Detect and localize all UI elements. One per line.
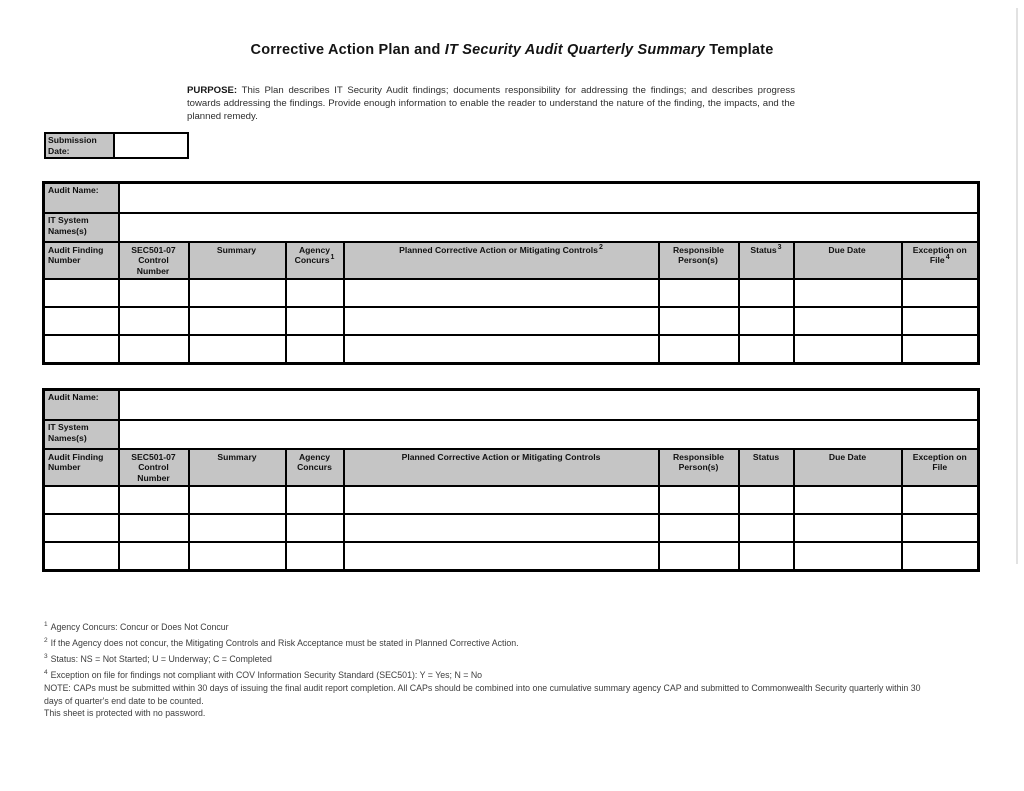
table2-blank-row	[44, 514, 979, 542]
footnote-2: $^2$ If the Agency does not concur, the Mitigating Controls and Risk Acceptance must be stated in Planned Corrective Action.	[44, 636, 519, 648]
audit-name-field[interactable]	[119, 390, 979, 420]
table1-blank-row	[44, 307, 979, 335]
empty-cell[interactable]	[189, 307, 286, 335]
empty-cell[interactable]	[189, 542, 286, 570]
table2-header-row	[44, 449, 979, 487]
empty-cell[interactable]	[902, 307, 979, 335]
empty-cell[interactable]	[344, 514, 659, 542]
table1-blank-row	[44, 279, 979, 307]
col-header-planned-corrective-action: Planned Corrective Action or Mitigating Controls	[344, 449, 659, 487]
col-header-responsible-persons: Responsible Person(s)	[659, 449, 739, 487]
empty-cell[interactable]	[189, 514, 286, 542]
empty-cell[interactable]	[119, 335, 189, 363]
empty-cell[interactable]	[344, 542, 659, 570]
table1-header-row	[44, 242, 979, 280]
it-system-names-field[interactable]	[119, 420, 979, 449]
empty-cell[interactable]	[44, 279, 119, 307]
empty-cell[interactable]	[189, 486, 286, 514]
col-header-exception-on-file: Exception on File$^4$	[902, 242, 979, 280]
col-header-exception-on-file: Exception on File	[902, 449, 979, 487]
empty-cell[interactable]	[794, 279, 902, 307]
empty-cell[interactable]	[902, 486, 979, 514]
empty-cell[interactable]	[794, 514, 902, 542]
empty-cell[interactable]	[44, 542, 119, 570]
it-system-names-label: IT System Names(s)	[44, 420, 119, 449]
empty-cell[interactable]	[739, 542, 794, 570]
col-header-summary: Summary	[189, 449, 286, 487]
submission-date-box	[44, 132, 189, 159]
empty-cell[interactable]	[739, 486, 794, 514]
it-system-names-field[interactable]	[119, 213, 979, 242]
empty-cell[interactable]	[286, 542, 344, 570]
note-line-2: This sheet is protected with no password.	[44, 708, 206, 718]
audit-name-label: Audit Name:	[44, 390, 119, 420]
empty-cell[interactable]	[119, 542, 189, 570]
col-header-audit-finding-number: Audit Finding Number	[44, 242, 119, 280]
footnote-3: $^3$ Status: NS = Not Started; U = Underway; C = Completed	[44, 652, 272, 664]
empty-cell[interactable]	[739, 514, 794, 542]
audit-name-field[interactable]	[119, 183, 979, 213]
col-header-status: Status	[739, 449, 794, 487]
empty-cell[interactable]	[286, 307, 344, 335]
cap-table-2	[42, 388, 980, 572]
empty-cell[interactable]	[739, 307, 794, 335]
purpose-label: PURPOSE:	[187, 85, 238, 96]
footnote-1: $^1$ Agency Concurs: Concur or Does Not Concur	[44, 621, 229, 632]
empty-cell[interactable]	[739, 279, 794, 307]
empty-cell[interactable]	[902, 542, 979, 570]
table2-blank-row	[44, 542, 979, 570]
empty-cell[interactable]	[794, 307, 902, 335]
empty-cell[interactable]	[119, 486, 189, 514]
empty-cell[interactable]	[44, 514, 119, 542]
col-header-status: Status$^3$	[739, 242, 794, 280]
submission-date-field[interactable]	[115, 134, 187, 157]
cap-table-1	[42, 181, 980, 365]
col-header-due-date: Due Date	[794, 242, 902, 280]
empty-cell[interactable]	[344, 486, 659, 514]
table1-blank-row	[44, 335, 979, 363]
empty-cell[interactable]	[659, 486, 739, 514]
empty-cell[interactable]	[344, 279, 659, 307]
empty-cell[interactable]	[794, 486, 902, 514]
purpose-paragraph	[187, 84, 795, 123]
empty-cell[interactable]	[659, 542, 739, 570]
note-paragraph	[44, 682, 936, 720]
empty-cell[interactable]	[794, 542, 902, 570]
footnote-4: $^4$ Exception on file for findings not compliant with COV Information Security Standard (SEC501): Y = Yes; N = No	[44, 668, 483, 680]
it-system-names-label: IT System Names(s)	[44, 213, 119, 242]
empty-cell[interactable]	[119, 307, 189, 335]
col-header-summary: Summary	[189, 242, 286, 280]
empty-cell[interactable]	[739, 335, 794, 363]
purpose-text: This Plan describes IT Security Audit findings; documents responsibility for addressing the findings; and describes progress towards addressing the findings. Provide enough information to enable the reader to understand the nature of the finding, the impacts, and the planned remedy.	[187, 85, 795, 122]
empty-cell[interactable]	[344, 307, 659, 335]
empty-cell[interactable]	[902, 514, 979, 542]
col-header-sec501-control-number: SEC501-07 Control Number	[119, 242, 189, 280]
title-part1: Corrective Action Plan and	[250, 42, 445, 58]
empty-cell[interactable]	[189, 335, 286, 363]
empty-cell[interactable]	[659, 279, 739, 307]
empty-cell[interactable]	[119, 279, 189, 307]
empty-cell[interactable]	[286, 486, 344, 514]
col-header-due-date: Due Date	[794, 449, 902, 487]
empty-cell[interactable]	[659, 335, 739, 363]
footnotes	[44, 618, 744, 682]
empty-cell[interactable]	[44, 307, 119, 335]
empty-cell[interactable]	[44, 486, 119, 514]
empty-cell[interactable]	[794, 335, 902, 363]
empty-cell[interactable]	[902, 335, 979, 363]
audit-name-label: Audit Name:	[44, 183, 119, 213]
empty-cell[interactable]	[659, 514, 739, 542]
title-italic-part: IT Security Audit Quarterly Summary	[444, 42, 706, 58]
empty-cell[interactable]	[119, 514, 189, 542]
document-title	[0, 42, 1024, 58]
col-header-sec501-control-number: SEC501-07 Control Number	[119, 449, 189, 487]
empty-cell[interactable]	[44, 335, 119, 363]
note-line-1: NOTE: CAPs must be submitted within 30 days of issuing the final audit report completion. All CAPs should be combined into one cumulative summary agency CAP and submitted to Commonwealth Security quarterly within 30 days of quarter's end date to be counted.	[44, 683, 921, 706]
title-part3: Template	[705, 42, 774, 58]
empty-cell[interactable]	[902, 279, 979, 307]
empty-cell[interactable]	[286, 279, 344, 307]
empty-cell[interactable]	[344, 335, 659, 363]
col-header-responsible-persons: Responsible Person(s)	[659, 242, 739, 280]
submission-date-label: Submission Date:	[46, 134, 115, 157]
table2-blank-row	[44, 486, 979, 514]
col-header-agency-concurs: Agency Concurs	[286, 449, 344, 487]
empty-cell[interactable]	[189, 279, 286, 307]
scan-edge-artifact	[1016, 8, 1018, 564]
empty-cell[interactable]	[286, 335, 344, 363]
empty-cell[interactable]	[286, 514, 344, 542]
col-header-audit-finding-number: Audit Finding Number	[44, 449, 119, 487]
empty-cell[interactable]	[659, 307, 739, 335]
col-header-agency-concurs: Agency Concurs$^1$	[286, 242, 344, 280]
col-header-planned-corrective-action: Planned Corrective Action or Mitigating Controls$^2$	[344, 242, 659, 280]
